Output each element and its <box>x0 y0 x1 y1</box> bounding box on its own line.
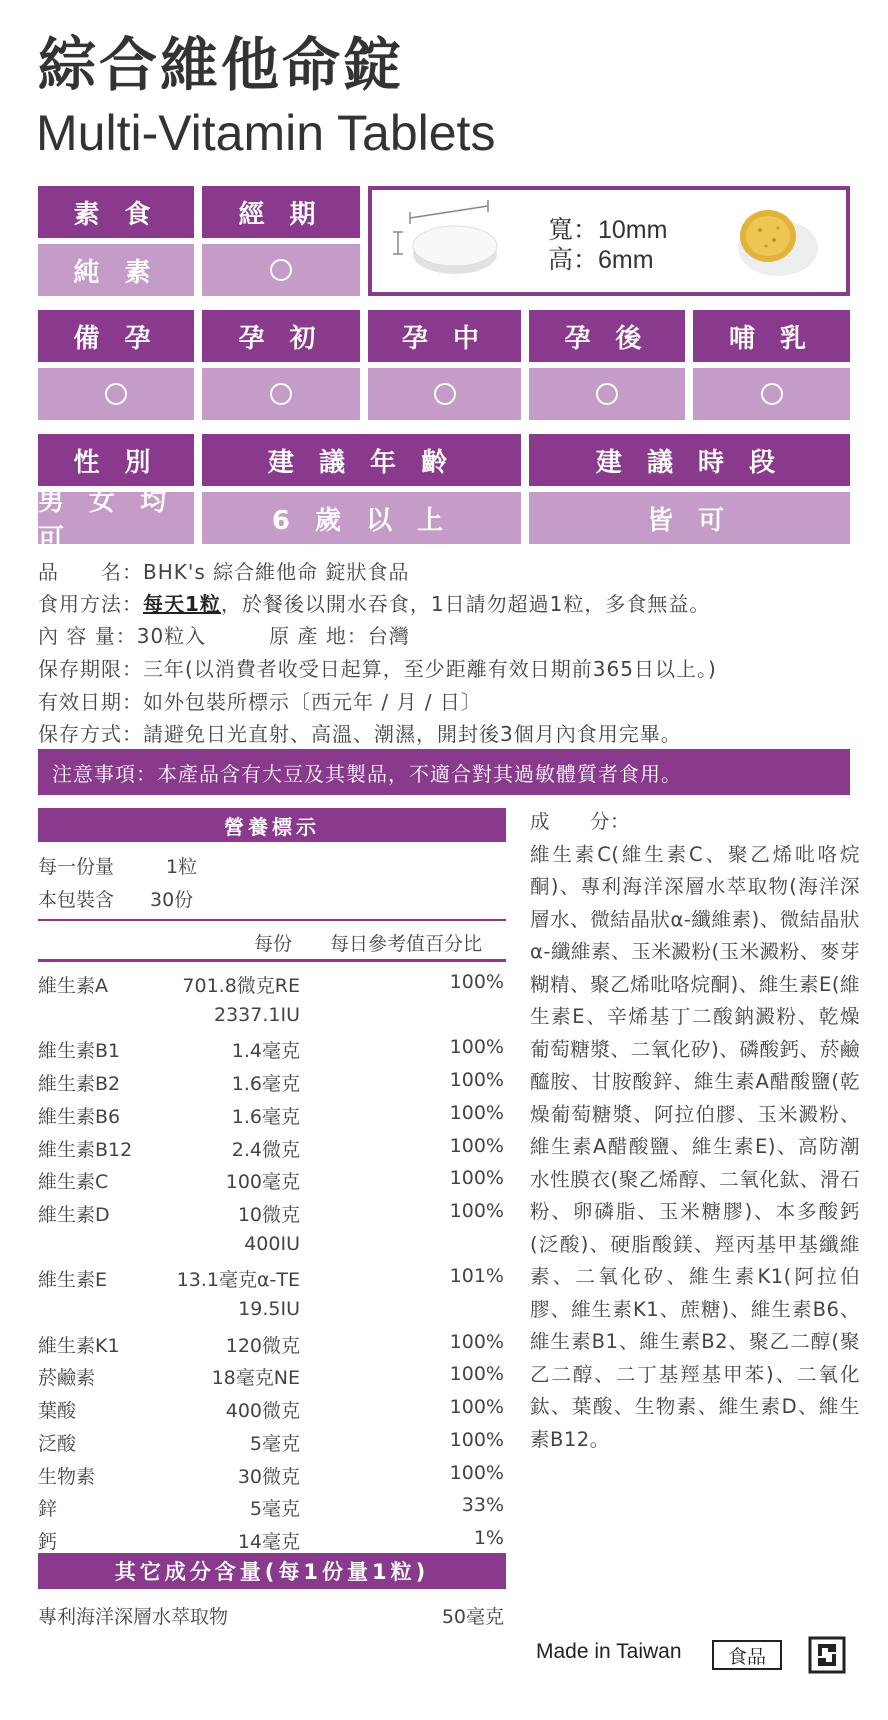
pre-pregnancy-label: 備 孕 <box>38 310 194 362</box>
nutrition-divider <box>38 959 506 962</box>
nutrient-amount: 18毫克NE <box>211 1367 300 1390</box>
veg-label: 素 食 <box>38 186 194 238</box>
check-circle-icon <box>270 259 292 281</box>
veg-value: 純 素 <box>38 244 194 296</box>
nutrient-amount: 14毫克 <box>237 1530 300 1553</box>
nutrient-amount: 400IU <box>244 1232 300 1255</box>
time-label: 建 議 時 段 <box>529 434 850 486</box>
nutrient-daily-value: 100% <box>449 1461 504 1484</box>
nutrient-name: 維生素B2 <box>38 1073 121 1096</box>
nutrient-amount: 400微克 <box>225 1400 300 1423</box>
check-circle-icon <box>434 383 456 405</box>
ingredients-text: 維生素C(維生素C、聚乙烯吡咯烷酮)、專利海洋深層水萃取物(海洋深層水、微結晶狀α-纖維素)、微結晶狀α-纖維素、玉米澱粉(玉米澱粉、麥芽糊精、聚乙烯吡咯烷酮)、維生素E(維生素E、辛烯基丁二酸鈉澱粉、乾燥葡萄糖漿、二氧化矽)、磷酸鈣、菸鹼醯胺、甘胺酸鋅、維生素A醋酸鹽(乾燥葡萄糖漿、阿拉伯膠、玉米澱粉、維生素A醋酸鹽、維生素E)、高防潮水性膜衣(聚乙烯醇、二氧化鈦、滑石粉、卵磷脂、玉米糖膠)、本多酸鈣(泛酸)、硬脂酸鎂、羥丙基甲基纖維素、二氧化矽、維生素K1(阿拉伯膠、維生素K1、蔗糖)、維生素B6、維生素B1、維生素B2、聚乙二醇(聚乙二醇、二丁基羥基甲苯)、二氧化鈦、葉酸、生物素、維生素D、維生素B12。 <box>530 842 860 1451</box>
nutrient-amount: 1.6毫克 <box>231 1073 300 1096</box>
content-origin: 內 容 量：30粒入 原 產 地：台灣 <box>38 624 410 648</box>
col-per-serving: 每份 <box>254 933 293 955</box>
nutrient-name: 鈣 <box>38 1530 58 1553</box>
nutrient-name: 葉酸 <box>38 1400 77 1423</box>
nutrient-amount: 5毫克 <box>249 1432 300 1455</box>
early-pregnancy-label: 孕 初 <box>202 310 360 362</box>
nutrient-amount: 2.4微克 <box>231 1138 300 1161</box>
nutrient-daily-value: 100% <box>449 1199 504 1222</box>
nutrient-amount: 5毫克 <box>249 1498 300 1521</box>
late-pregnancy-value <box>529 368 685 420</box>
mid-pregnancy-label: 孕 中 <box>368 310 521 362</box>
col-daily-value: 每日參考值百分比 <box>330 933 483 955</box>
breastfeeding-label: 哺 乳 <box>693 310 850 362</box>
pre-pregnancy-value <box>38 368 194 420</box>
usage-dose: 每天1粒 <box>143 592 221 616</box>
age-value: 6 歲 以 上 <box>202 492 521 544</box>
nutrition-title: 營養標示 <box>38 808 506 842</box>
ingredients-label: 成 分： <box>530 810 631 833</box>
nutrient-daily-value: 100% <box>449 1363 504 1386</box>
title-english: Multi-Vitamin Tablets <box>36 105 496 161</box>
nutrient-amount: 2337.1IU <box>214 1003 300 1026</box>
breastfeeding-value <box>693 368 850 420</box>
product-name: 品 名：BHK's 綜合維他命 錠狀食品 <box>38 560 410 584</box>
recycle-icon <box>808 1636 846 1674</box>
nutrient-name: 鋅 <box>38 1498 58 1521</box>
nutrient-daily-value: 100% <box>449 1396 504 1419</box>
nutrient-amount: 30微克 <box>237 1465 300 1488</box>
nutrient-name: 生物素 <box>38 1465 96 1488</box>
check-circle-icon <box>596 383 618 405</box>
nutrient-daily-value: 100% <box>449 1134 504 1157</box>
serving-value: 1粒 <box>166 856 198 878</box>
check-circle-icon <box>270 383 292 405</box>
other-ingredients-title: 其它成分含量(每1份量1粒) <box>38 1553 506 1589</box>
nutrient-daily-value: 100% <box>449 1428 504 1451</box>
nutrient-amount: 120微克 <box>225 1334 300 1357</box>
nutrient-name: 維生素B6 <box>38 1105 121 1128</box>
check-circle-icon <box>105 383 127 405</box>
nutrient-daily-value: 100% <box>449 1036 504 1059</box>
usage-text: ，於餐後以開水吞食，1日請勿超過1粒，多食無益。 <box>220 592 711 616</box>
usage-line <box>38 588 710 617</box>
check-circle-icon <box>761 383 783 405</box>
nutrient-amount: 10微克 <box>237 1203 300 1226</box>
serving-label: 每一份量 <box>38 856 115 878</box>
nutrient-amount: 1.4毫克 <box>231 1040 300 1063</box>
nutrient-name: 維生素K1 <box>38 1334 120 1357</box>
nutrient-name: 維生素C <box>38 1171 109 1194</box>
nutrient-name: 泛酸 <box>38 1432 77 1455</box>
storage-method: 保存方式：請避免日光直射、高溫、潮濕，開封後3個月內食用完畢。 <box>38 722 682 746</box>
nutrient-name: 維生素D <box>38 1203 110 1226</box>
nutrient-daily-value: 33% <box>461 1494 504 1517</box>
title-chinese: 綜合維他命錠 <box>38 31 405 99</box>
expiry-date: 有效日期：如外包裝所標示〔西元年 / 月 / 日〕 <box>38 690 482 714</box>
other-ingredient-amount: 50毫克 <box>441 1606 504 1628</box>
gender-value: 男 女 均 可 <box>38 492 194 544</box>
time-value: 皆 可 <box>529 492 850 544</box>
nutrient-daily-value: 100% <box>449 1330 504 1353</box>
allergy-notice: 注意事項：本產品含有大豆及其製品，不適合對其過敏體質者食用。 <box>38 749 850 795</box>
nutrient-daily-value: 100% <box>449 971 504 993</box>
mid-pregnancy-value <box>368 368 521 420</box>
nutrient-amount: 13.1毫克α-TE <box>176 1269 300 1292</box>
tablet-cross-section-icon <box>726 196 826 286</box>
ingredients-section <box>530 806 860 1456</box>
shelf-life: 保存期限：三年(以消費者收受日起算，至少距離有效日期前365日以上。) <box>38 657 717 681</box>
nutrient-daily-value: 100% <box>449 1069 504 1092</box>
nutrient-name: 維生素B1 <box>38 1040 121 1063</box>
nutrient-amount: 1.6毫克 <box>231 1105 300 1128</box>
tablet-height: 高：6mm <box>548 246 654 274</box>
nutrition-divider <box>38 919 506 921</box>
pack-value: 30份 <box>150 889 194 911</box>
early-pregnancy-value <box>202 368 360 420</box>
nutrient-daily-value: 100% <box>449 1167 504 1190</box>
nutrient-daily-value: 101% <box>449 1265 504 1288</box>
gender-label: 性 別 <box>38 434 194 486</box>
pack-label: 本包裝含 <box>38 889 115 911</box>
age-label: 建 議 年 齡 <box>202 434 521 486</box>
late-pregnancy-label: 孕 後 <box>529 310 685 362</box>
nutrient-name: 維生素B12 <box>38 1138 133 1161</box>
period-label: 經 期 <box>202 186 360 238</box>
period-value <box>202 244 360 296</box>
tablet-icon <box>380 192 540 292</box>
tablet-size-box <box>368 186 850 296</box>
nutrient-amount: 701.8微克RE <box>182 975 300 997</box>
other-ingredient-name: 專利海洋深層水萃取物 <box>38 1606 229 1628</box>
tablet-width: 寬：10mm <box>548 216 668 244</box>
nutrient-daily-value: 1% <box>473 1526 504 1549</box>
usage-label: 食用方法： <box>38 592 143 616</box>
nutrient-name: 維生素A <box>38 975 108 997</box>
nutrient-name: 菸鹼素 <box>38 1367 96 1390</box>
nutrient-amount: 19.5IU <box>238 1298 300 1320</box>
nutrient-daily-value: 100% <box>449 1101 504 1124</box>
nutrient-amount: 100毫克 <box>225 1171 300 1194</box>
made-in-taiwan: Made in Taiwan <box>536 1640 682 1663</box>
food-badge: 食品 <box>712 1640 782 1670</box>
nutrient-name: 維生素E <box>38 1269 108 1292</box>
